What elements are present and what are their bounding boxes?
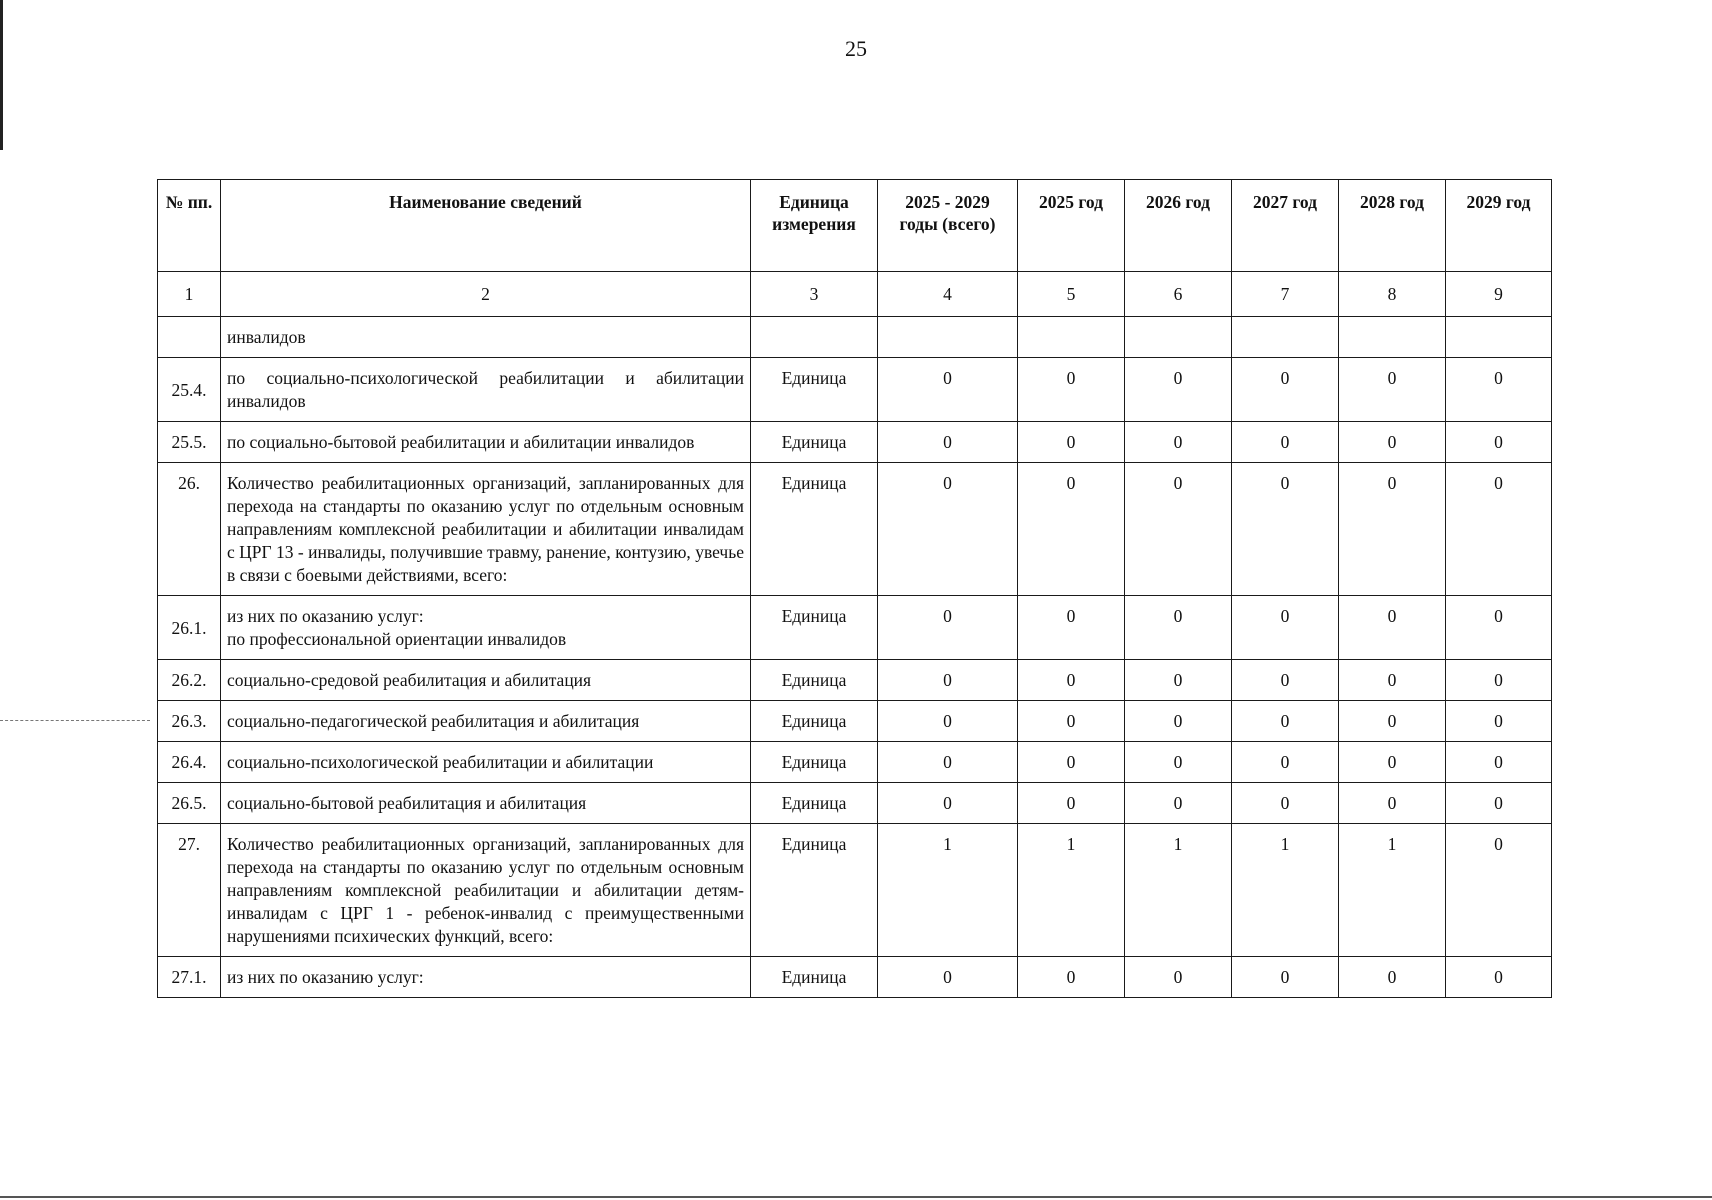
value-2025: 0 (1018, 463, 1125, 596)
row-number: 27.1. (158, 957, 221, 998)
table-row (158, 957, 1552, 998)
row-unit: Единица (751, 783, 878, 824)
table-row (158, 422, 1552, 463)
value-2025: 0 (1018, 701, 1125, 742)
value-2028: 0 (1339, 422, 1446, 463)
header-2027: 2027 год (1232, 180, 1339, 272)
value-2027: 0 (1232, 783, 1339, 824)
header-num: № пп. (158, 180, 221, 272)
column-number: 1 (158, 272, 221, 317)
row-name: социально-педагогической реабилитация и абилитация (221, 701, 751, 742)
row-number: 26.5. (158, 783, 221, 824)
column-number: 4 (878, 272, 1018, 317)
row-name: по социально-психологической реабилитации и абилитации инвалидов (221, 358, 751, 422)
value-2025: 0 (1018, 358, 1125, 422)
table-row (158, 317, 1552, 358)
value-2025: 0 (1018, 596, 1125, 660)
value-2025: 0 (1018, 422, 1125, 463)
value-total: 0 (878, 783, 1018, 824)
row-name: по социально-бытовой реабилитации и абилитации инвалидов (221, 422, 751, 463)
data-table (157, 179, 1552, 998)
value-2028: 0 (1339, 596, 1446, 660)
value-2028: 0 (1339, 742, 1446, 783)
row-name: Количество реабилитационных организаций, запланированных для перехода на стандарты по оказанию услуг по отдельным основным направлениям комплексной реабилитации и абилитации детям-инвалидам с ЦРГ 1 - ребенок-инвалид с преимущественными нарушениями психических функций, всего: (221, 824, 751, 957)
row-name: социально-бытовой реабилитация и абилитация (221, 783, 751, 824)
header-unit: Единица измерения (751, 180, 878, 272)
value-total: 1 (878, 824, 1018, 957)
value-2027: 0 (1232, 596, 1339, 660)
table-row (158, 824, 1552, 957)
row-number: 26. (158, 463, 221, 596)
value-total: 0 (878, 660, 1018, 701)
row-number: 26.1. (158, 596, 221, 660)
value-total: 0 (878, 742, 1018, 783)
value-2029: 0 (1446, 463, 1552, 596)
value-2028: 0 (1339, 463, 1446, 596)
row-number: 26.2. (158, 660, 221, 701)
value-2029: 0 (1446, 742, 1552, 783)
row-unit (751, 317, 878, 358)
row-name: социально-психологической реабилитации и абилитации (221, 742, 751, 783)
row-unit: Единица (751, 701, 878, 742)
row-number: 27. (158, 824, 221, 957)
row-name: социально-средовой реабилитация и абилитация (221, 660, 751, 701)
value-2028: 0 (1339, 957, 1446, 998)
value-2027: 0 (1232, 422, 1339, 463)
row-name: Количество реабилитационных организаций, запланированных для перехода на стандарты по оказанию услуг по отдельным основным направлениям комплексной реабилитации и абилитации инвалидам с ЦРГ 13 - инвалиды, получившие травму, ранение, контузию, увечье в связи с боевыми действиями, всего: (221, 463, 751, 596)
scan-artifact-line (0, 1196, 1712, 1198)
column-number: 2 (221, 272, 751, 317)
column-number: 5 (1018, 272, 1125, 317)
value-2027: 0 (1232, 957, 1339, 998)
value-2025: 0 (1018, 957, 1125, 998)
table-row (158, 783, 1552, 824)
row-number: 25.5. (158, 422, 221, 463)
value-2029 (1446, 317, 1552, 358)
value-2028: 1 (1339, 824, 1446, 957)
value-total: 0 (878, 701, 1018, 742)
table-row (158, 660, 1552, 701)
column-number: 6 (1125, 272, 1232, 317)
value-2027: 0 (1232, 463, 1339, 596)
value-2026: 0 (1125, 957, 1232, 998)
header-total: 2025 - 2029 годы (всего) (878, 180, 1018, 272)
value-2025: 0 (1018, 660, 1125, 701)
value-2026: 0 (1125, 422, 1232, 463)
row-name: из них по оказанию услуг: (221, 957, 751, 998)
value-2025 (1018, 317, 1125, 358)
value-2027 (1232, 317, 1339, 358)
scan-edge (0, 0, 3, 150)
row-number: 25.4. (158, 358, 221, 422)
value-2025: 1 (1018, 824, 1125, 957)
value-2026: 0 (1125, 596, 1232, 660)
value-2027: 0 (1232, 742, 1339, 783)
page-number: 25 (845, 36, 867, 61)
row-name: инвалидов (221, 317, 751, 358)
header-row (158, 180, 1552, 272)
value-total: 0 (878, 596, 1018, 660)
value-2027: 0 (1232, 701, 1339, 742)
table-row (158, 742, 1552, 783)
column-number: 7 (1232, 272, 1339, 317)
table-row (158, 701, 1552, 742)
header-2029: 2029 год (1446, 180, 1552, 272)
value-2029: 0 (1446, 701, 1552, 742)
value-total: 0 (878, 358, 1018, 422)
table-container (157, 179, 1552, 998)
value-2029: 0 (1446, 957, 1552, 998)
row-name: из них по оказанию услуг: по профессиональной ориентации инвалидов (221, 596, 751, 660)
header-name: Наименование сведений (221, 180, 751, 272)
value-2026 (1125, 317, 1232, 358)
row-number: 26.3. (158, 701, 221, 742)
value-2026: 1 (1125, 824, 1232, 957)
row-unit: Единица (751, 596, 878, 660)
value-2029: 0 (1446, 358, 1552, 422)
table-row (158, 596, 1552, 660)
value-2028: 0 (1339, 660, 1446, 701)
column-number-row (158, 272, 1552, 317)
column-number: 3 (751, 272, 878, 317)
value-2029: 0 (1446, 596, 1552, 660)
row-number: 26.4. (158, 742, 221, 783)
value-2027: 1 (1232, 824, 1339, 957)
value-2028: 0 (1339, 701, 1446, 742)
row-unit: Единица (751, 358, 878, 422)
value-2027: 0 (1232, 358, 1339, 422)
value-2026: 0 (1125, 660, 1232, 701)
value-total: 0 (878, 422, 1018, 463)
value-2028: 0 (1339, 358, 1446, 422)
table-row (158, 358, 1552, 422)
row-unit: Единица (751, 463, 878, 596)
value-2025: 0 (1018, 742, 1125, 783)
value-total: 0 (878, 957, 1018, 998)
value-2029: 0 (1446, 824, 1552, 957)
row-unit: Единица (751, 422, 878, 463)
scan-artifact-line (0, 720, 150, 721)
value-2026: 0 (1125, 463, 1232, 596)
row-number (158, 317, 221, 358)
value-2028 (1339, 317, 1446, 358)
value-2026: 0 (1125, 742, 1232, 783)
column-number: 8 (1339, 272, 1446, 317)
value-2026: 0 (1125, 358, 1232, 422)
row-unit: Единица (751, 957, 878, 998)
row-unit: Единица (751, 742, 878, 783)
header-2025: 2025 год (1018, 180, 1125, 272)
row-unit: Единица (751, 824, 878, 957)
value-2029: 0 (1446, 783, 1552, 824)
value-2025: 0 (1018, 783, 1125, 824)
value-2029: 0 (1446, 660, 1552, 701)
value-total (878, 317, 1018, 358)
value-total: 0 (878, 463, 1018, 596)
header-2026: 2026 год (1125, 180, 1232, 272)
value-2027: 0 (1232, 660, 1339, 701)
value-2028: 0 (1339, 783, 1446, 824)
row-unit: Единица (751, 660, 878, 701)
header-2028: 2028 год (1339, 180, 1446, 272)
value-2026: 0 (1125, 783, 1232, 824)
table-row (158, 463, 1552, 596)
column-number: 9 (1446, 272, 1552, 317)
value-2026: 0 (1125, 701, 1232, 742)
value-2029: 0 (1446, 422, 1552, 463)
